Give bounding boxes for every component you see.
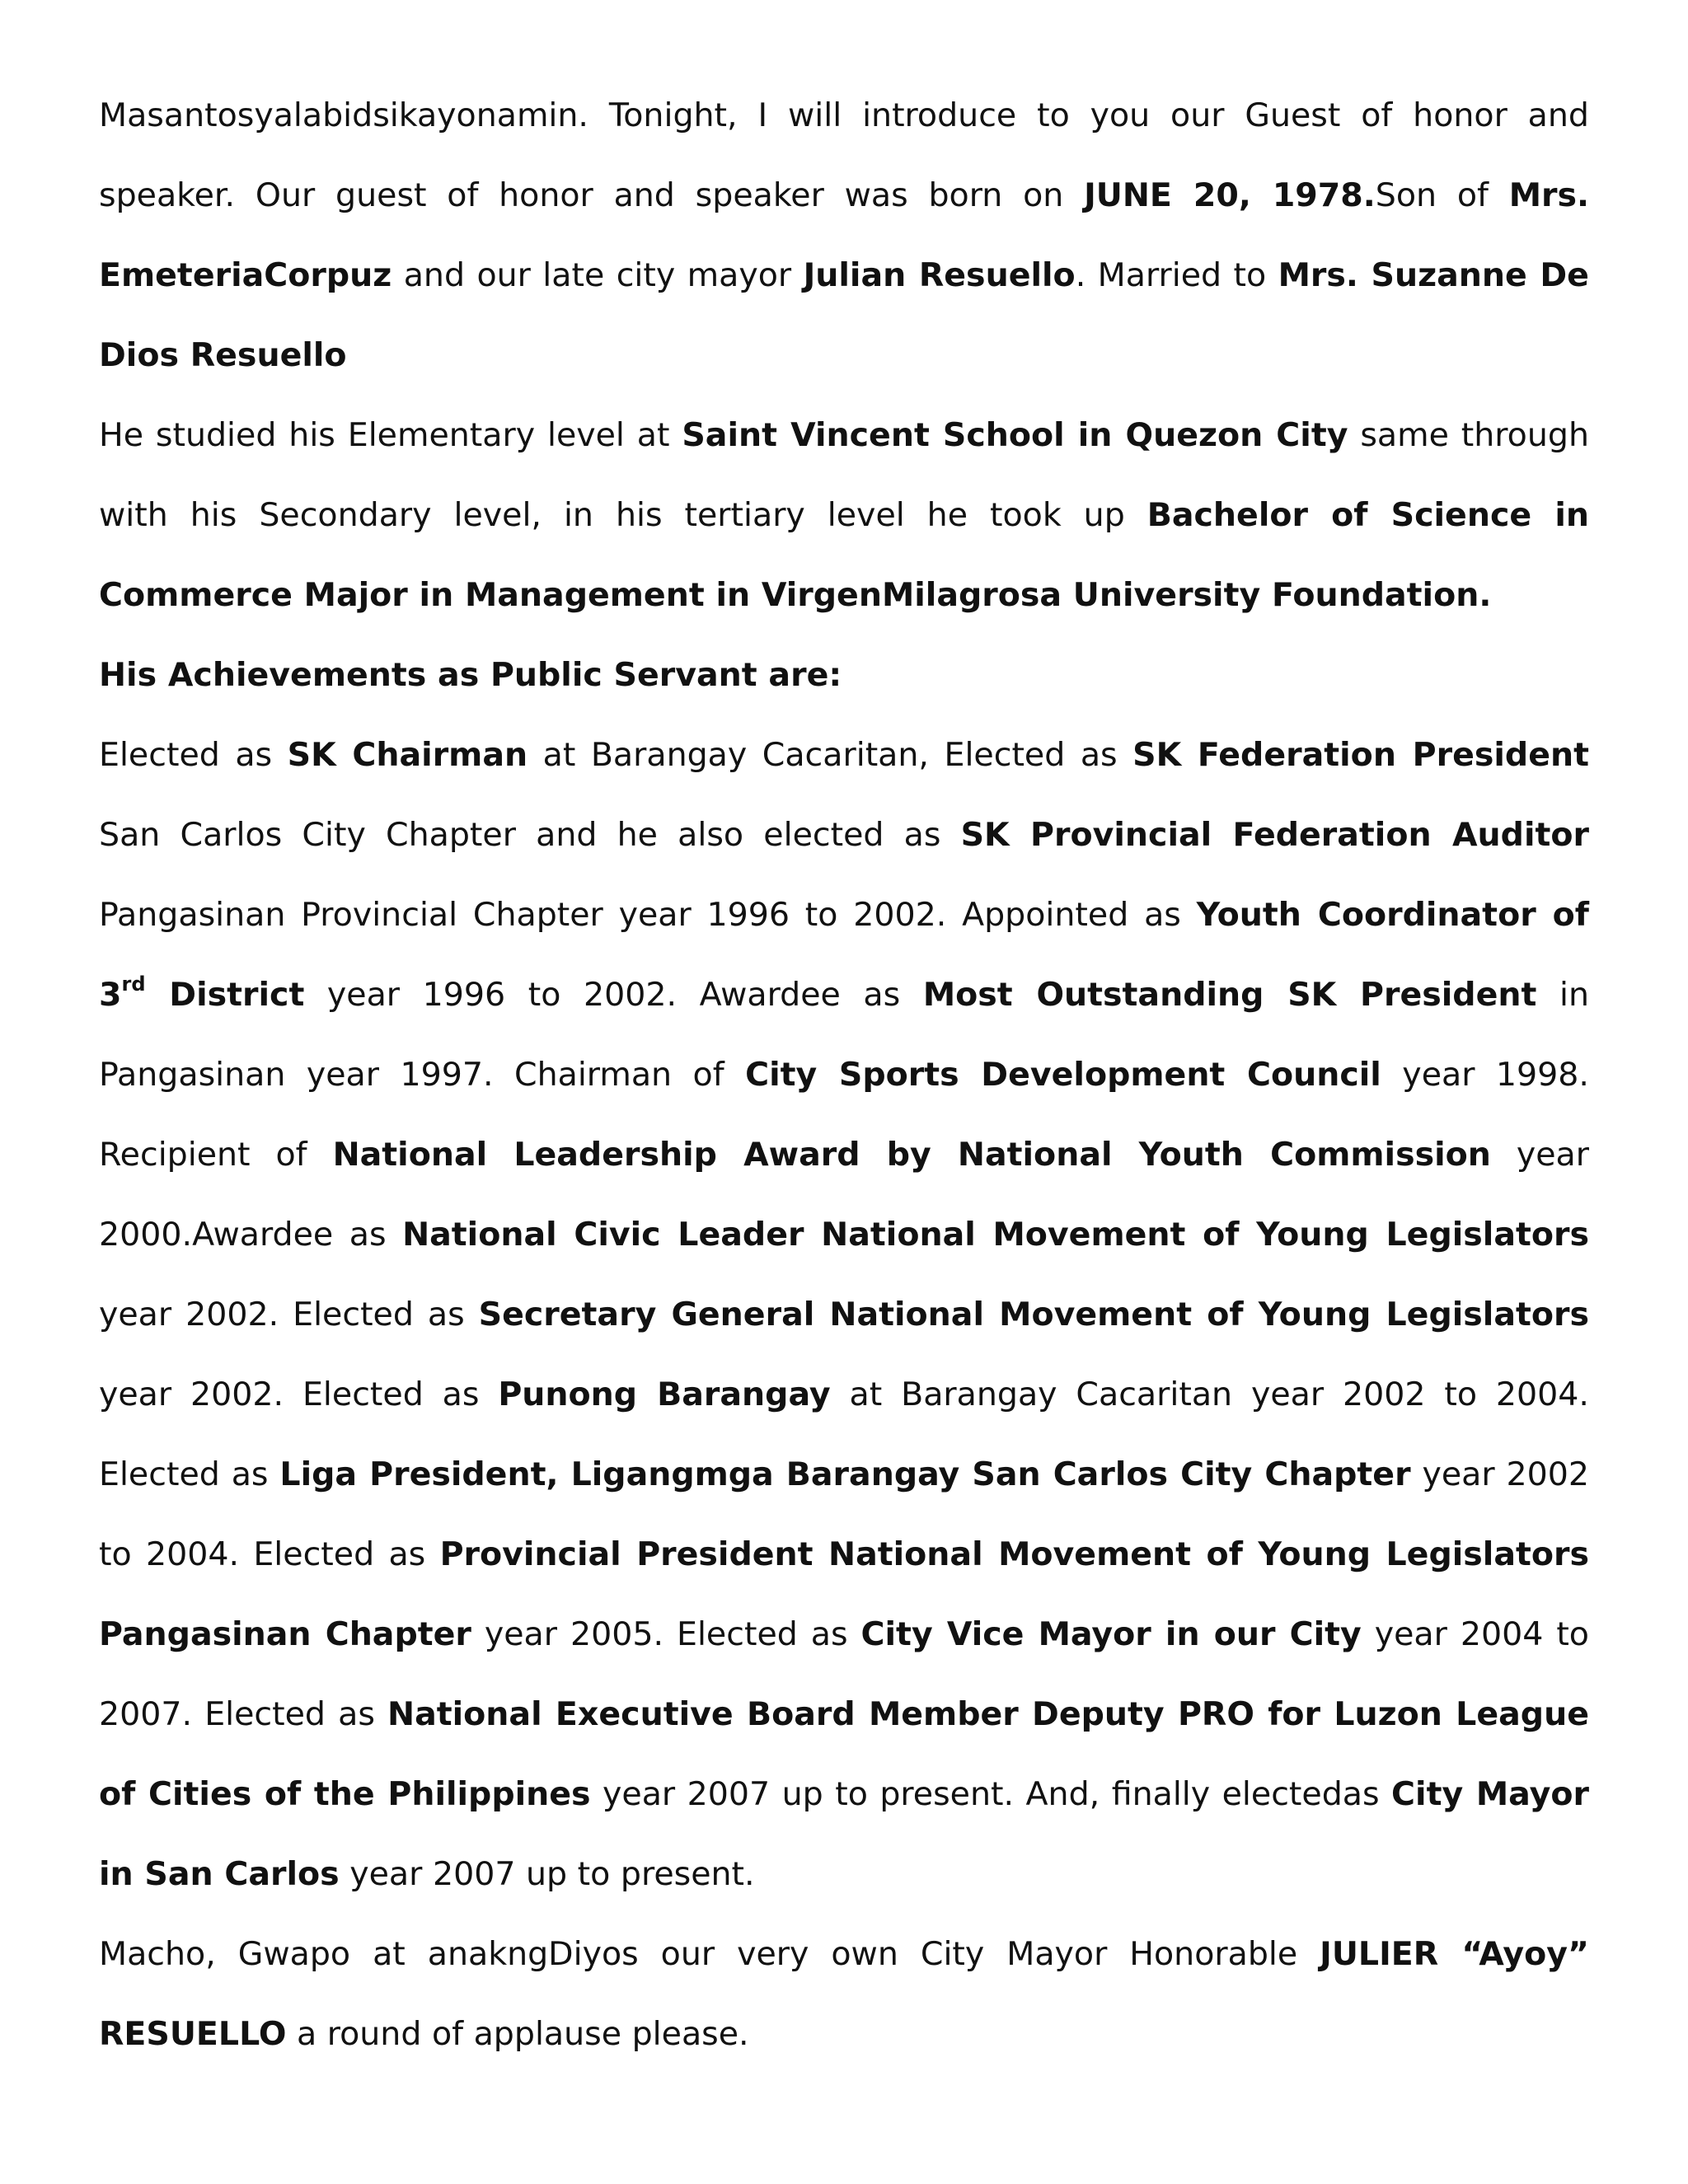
text-run: Pangasinan Provincial Chapter year 1996 to 2002. Appointed as [99, 896, 1197, 934]
bold-text-run: Mrs. Suzanne De Dios Resuello [99, 256, 1589, 374]
text-run: He studied his Elementary level at [99, 416, 682, 454]
bold-text-run: Youth Coordinator of 3 [99, 896, 1589, 1014]
text-run: Son of [1375, 176, 1509, 214]
text-run: year 2007 up to present. [339, 1855, 755, 1893]
bold-text-run: Provincial President National Movement of Young Legislators Pangasinan Chapter [99, 1535, 1589, 1653]
text-run: year 2004 to 2007. Elected as [99, 1615, 1589, 1733]
text-run: and our late city mayor [392, 256, 804, 294]
bold-text-run: City Mayor in San Carlos [99, 1775, 1589, 1893]
bold-text-run: National Leadership Award by National Youth Commission [332, 1136, 1491, 1174]
bold-text-run: National Executive Board Member Deputy PRO for Luzon League of Cities of the Philippines [99, 1695, 1589, 1813]
bold-text-run: JULIER “Ayoy” RESUELLO [99, 1935, 1589, 2053]
paragraph-achievements [99, 715, 1589, 1915]
text-run: year 2005. Elected as [471, 1615, 861, 1653]
text-run: . Married to [1075, 256, 1278, 294]
text-run: year 2000.Awardee as [99, 1136, 1589, 1254]
text-run: same through with his Secondary level, in his tertiary level he took up [99, 416, 1589, 534]
bold-text-run: Most Outstanding SK President [922, 976, 1537, 1014]
bold-text-run: SK Federation President [1132, 736, 1589, 774]
bold-text-run: Julian Resuello [803, 256, 1076, 294]
bold-text-run: Liga President, Ligangmga Barangay San Carlos City Chapter [279, 1455, 1411, 1493]
text-run: year 2002 to 2004. Elected as [99, 1455, 1589, 1573]
bold-text-run: Saint Vincent School in Quezon City [682, 416, 1348, 454]
bold-text-run: District [145, 976, 305, 1014]
bold-text-run: JUNE 20, 1978. [1084, 176, 1376, 214]
text-run: year 2002. Elected as [99, 1296, 479, 1333]
superscript-run: rd [121, 972, 146, 996]
text-run: year 1996 to 2002. Awardee as [304, 976, 923, 1014]
bold-text-run: City Vice Mayor in our City [860, 1615, 1362, 1653]
bold-text-run: Mrs. EmeteriaCorpuz [99, 176, 1589, 294]
text-run: Masantosyalabidsikayonamin. Tonight, I will introduce to you our Guest of honor and speaker. Our guest of honor and speaker was born on [99, 96, 1589, 214]
text-run: at Barangay Cacaritan year 2002 to 2004. Elected as [99, 1376, 1589, 1493]
text-run: at Barangay Cacaritan, Elected as [528, 736, 1133, 774]
bold-text-run: SK Provincial Federation Auditor [960, 816, 1589, 854]
text-run: in Pangasinan year 1997. Chairman of [99, 976, 1589, 1094]
paragraph-achievements-heading [99, 635, 1589, 715]
bold-text-run: SK Chairman [287, 736, 528, 774]
text-run: Elected as [99, 736, 288, 774]
bold-text-run: Secretary General National Movement of Young Legislators [478, 1296, 1589, 1333]
text-run: San Carlos City Chapter and he also elected as [99, 816, 961, 854]
text-run: year 2007 up to present. And, finally electedas [590, 1775, 1392, 1813]
bold-text-run: His Achievements as Public Servant are: [99, 656, 842, 694]
text-run: Macho, Gwapo at anakngDiyos our very own City Mayor Honorable [99, 1935, 1320, 1973]
bold-text-run: City Sports Development Council [745, 1056, 1381, 1094]
bold-text-run: National Civic Leader National Movement of Young Legislators [402, 1216, 1589, 1254]
bold-text-run: Bachelor of Science in Commerce Major in Management in VirgenMilagrosa University Foundation. [99, 496, 1590, 614]
text-run: year 2002. Elected as [99, 1376, 499, 1413]
text-run: a round of applause please. [286, 2015, 749, 2053]
paragraph-intro [99, 76, 1589, 396]
paragraph-closing [99, 1915, 1589, 2074]
bold-text-run: Punong Barangay [498, 1376, 831, 1413]
paragraph-education [99, 396, 1589, 635]
document-body [99, 76, 1589, 2074]
text-run: year 1998. Recipient of [99, 1056, 1589, 1174]
